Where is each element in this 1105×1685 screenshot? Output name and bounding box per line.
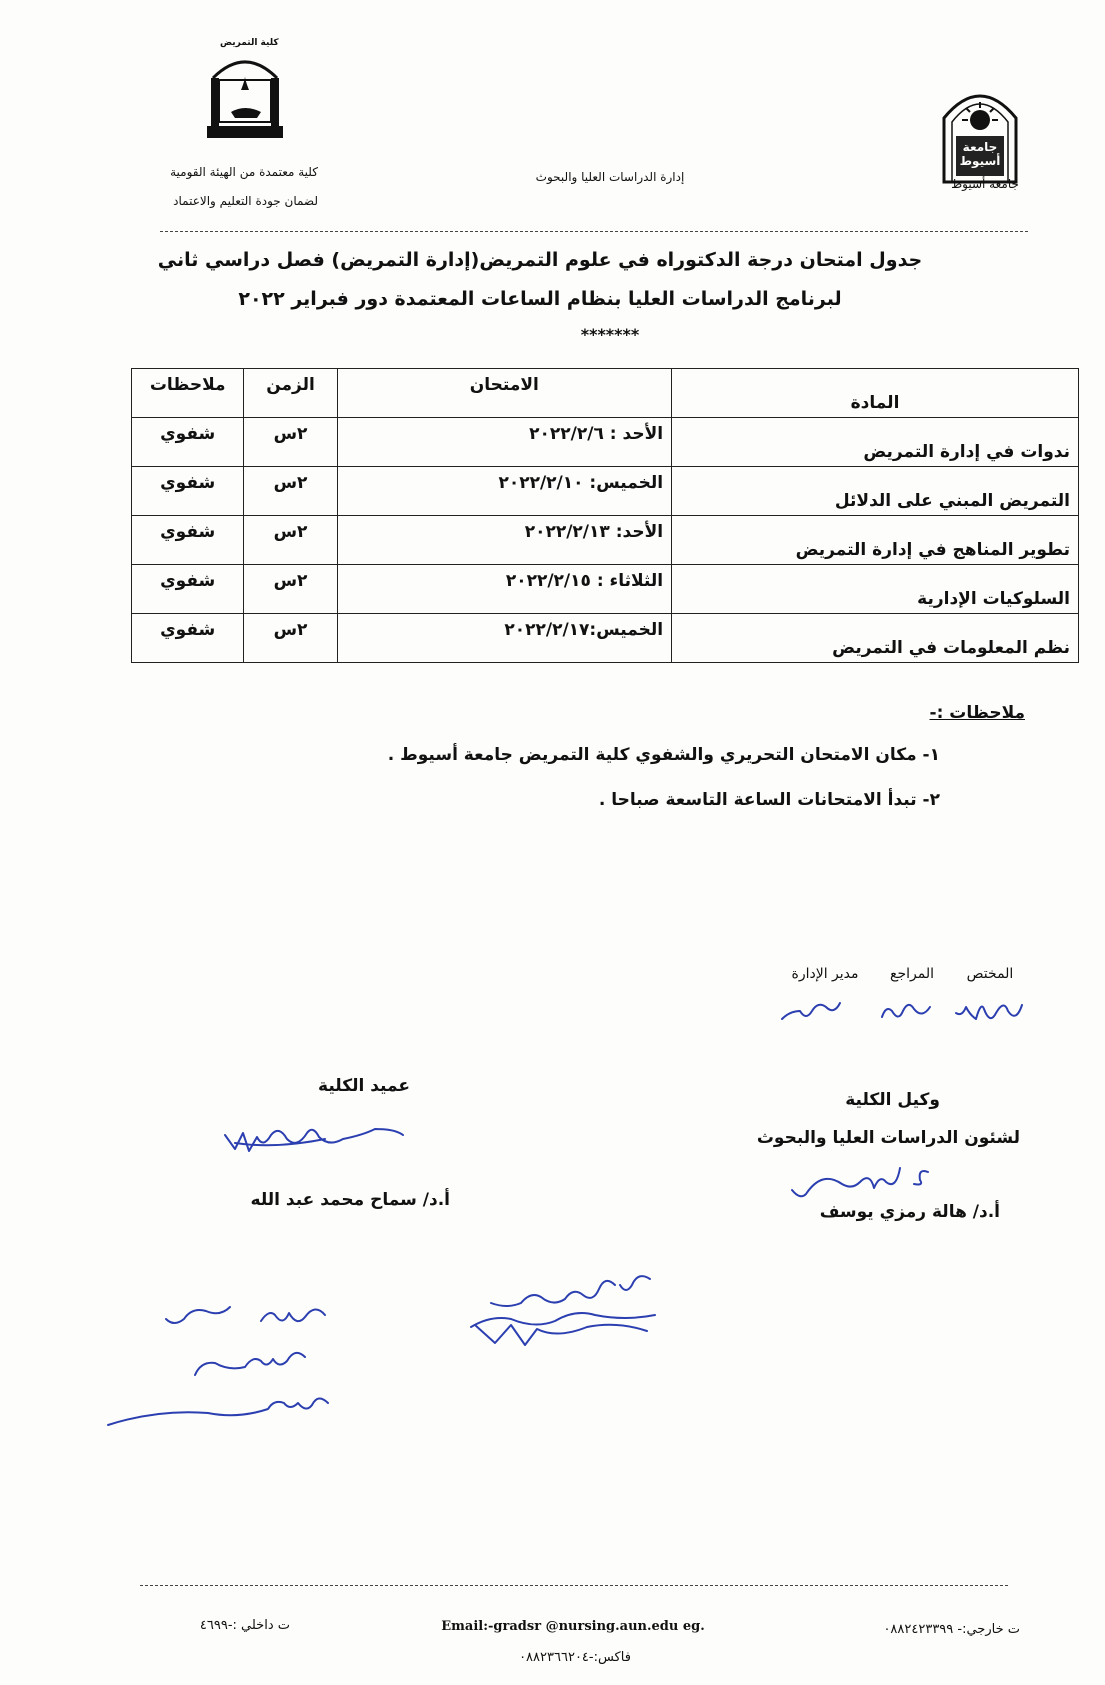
header-divider <box>160 231 1028 232</box>
director-label: مدير الإدارة <box>791 966 859 982</box>
dean-signature <box>205 1115 435 1165</box>
vice-dean-department: لشئون الدراسات العليا والبحوث <box>756 1128 1020 1148</box>
department-name: إدارة الدراسات العليا والبحوث <box>535 170 685 184</box>
vice-dean-signature <box>780 1160 940 1205</box>
row-duration: ٢س <box>244 516 337 565</box>
fax-number: فاكس:-٠٨٨٢٣٦٦٢٠٤ <box>519 1650 631 1665</box>
row-subject: التمريض المبني على الدلائل <box>672 467 1079 516</box>
note-item-2: ٢- تبدأ الامتحانات الساعة التاسعة صباحا . <box>598 790 940 810</box>
row-notes: شفوي <box>132 418 244 467</box>
title-stars: ******* <box>580 325 640 344</box>
row-duration: ٢س <box>244 565 337 614</box>
table-row <box>132 565 1079 614</box>
accreditation-line-1: كلية معتمدة من الهيئة القومية <box>170 165 318 179</box>
exam-schedule-table <box>131 368 1079 663</box>
row-subject: نظم المعلومات في التمريض <box>672 614 1079 663</box>
row-exam-date: الخميس: ٢٠٢٢/٢/١٠ <box>337 467 671 516</box>
table-row <box>132 467 1079 516</box>
university-logo-text: جامعة أسيوط <box>959 140 1001 168</box>
faculty-logo <box>205 40 285 140</box>
row-duration: ٢س <box>244 614 337 663</box>
note-item-1: ١- مكان الامتحان التحريري والشفوي كلية التمريض جامعة أسيوط . <box>387 745 940 765</box>
header-time: الزمن <box>244 369 337 418</box>
vice-dean-name: أ.د/ هالة رمزي يوسف <box>819 1202 1000 1222</box>
row-exam-date: الثلاثاء : ٢٠٢٢/٢/١٥ <box>337 565 671 614</box>
row-exam-date: الأحد: ٢٠٢٢/٢/١٣ <box>337 516 671 565</box>
row-subject: السلوكيات الإدارية <box>672 565 1079 614</box>
header-notes: ملاحظات <box>132 369 244 418</box>
faculty-logo-text: كلية التمريض <box>220 38 279 48</box>
table-row <box>132 614 1079 663</box>
table-header-row <box>132 369 1079 418</box>
contact-email: Email:-gradsr @nursing.aun.edu eg. <box>441 1619 705 1634</box>
row-duration: ٢س <box>244 418 337 467</box>
row-notes: شفوي <box>132 467 244 516</box>
page-title-line-1: جدول امتحان درجة الدكتوراه في علوم التمريض(إدارة التمريض) فصل دراسي ثاني <box>157 249 923 271</box>
table-row <box>132 516 1079 565</box>
footer-divider <box>140 1585 1008 1586</box>
header-exam: الامتحان <box>337 369 671 418</box>
table-row <box>132 418 1079 467</box>
row-exam-date: الأحد : ٢٠٢٢/٢/٦ <box>337 418 671 467</box>
page-title-line-2: لبرنامج الدراسات العليا بنظام الساعات المعتمدة دور فبراير ٢٠٢٢ <box>238 288 842 310</box>
notes-heading: ملاحظات :- <box>929 703 1025 723</box>
vice-dean-title: وكيل الكلية <box>845 1090 940 1110</box>
row-notes: شفوي <box>132 614 244 663</box>
reviewer-label: المراجع <box>890 966 934 982</box>
row-subject: تطوير المناهج في إدارة التمريض <box>672 516 1079 565</box>
university-logo <box>938 78 1022 186</box>
row-exam-date: الخميس:٢٠٢٢/٢/١٧ <box>337 614 671 663</box>
row-notes: شفوي <box>132 516 244 565</box>
row-subject: ندوات في إدارة التمريض <box>672 418 1079 467</box>
dean-name: أ.د/ سماح محمد عبد الله <box>250 1190 450 1210</box>
handwritten-approval-left <box>100 1295 340 1435</box>
handwritten-approval-center <box>455 1265 665 1375</box>
header-subject: المادة <box>672 369 1079 418</box>
specialist-label: المختص <box>966 966 1014 982</box>
row-duration: ٢س <box>244 467 337 516</box>
phone-external: ت خارجي:- ٠٨٨٢٤٢٣٣٩٩ <box>883 1622 1020 1637</box>
accreditation-line-2: لضمان جودة التعليم والاعتماد <box>173 194 318 208</box>
row-notes: شفوي <box>132 565 244 614</box>
university-name: جامعة أسيوط <box>951 177 1019 191</box>
staff-signatures <box>730 985 1030 1035</box>
phone-internal: ت داخلي :-٤٦٩٩ <box>199 1618 290 1633</box>
dean-title: عميد الكلية <box>318 1076 410 1096</box>
